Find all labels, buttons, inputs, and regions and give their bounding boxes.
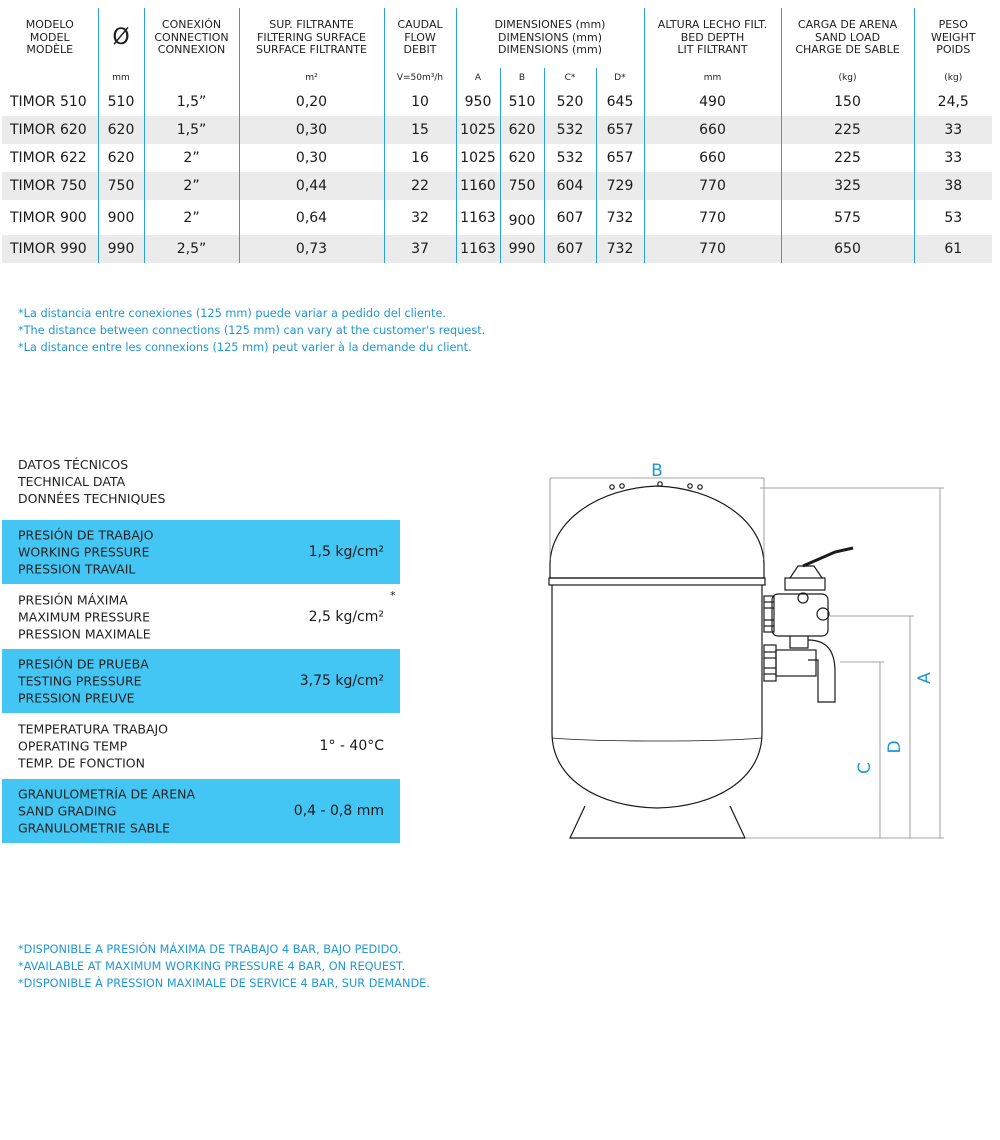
- cell-diameter: 750: [98, 172, 144, 200]
- dimension-label-c: C: [855, 762, 875, 774]
- cell-surface: 0,73: [239, 235, 384, 263]
- cell-sand-load: 225: [781, 144, 914, 172]
- cell-sand-load: 650: [781, 235, 914, 263]
- unit-cell: (kg): [914, 68, 992, 88]
- cell-dim-c: 607: [544, 200, 596, 235]
- cell-surface: 0,30: [239, 144, 384, 172]
- dimension-label-b: B: [651, 461, 663, 481]
- header-dimensions: DIMENSIONES (mm) DIMENSIONS (mm) DIMENSIONS (mm): [456, 8, 644, 68]
- unit-cell: C*: [544, 68, 596, 88]
- dimension-label-d: D: [885, 740, 905, 754]
- cell-dim-a: 950: [456, 88, 500, 116]
- table-header-row: [2, 8, 992, 68]
- cell-connection: 1,5”: [144, 88, 239, 116]
- cell-weight: 33: [914, 144, 992, 172]
- cell-bed-depth: 770: [644, 200, 781, 235]
- note-connection-distance-fr: *La distance entre les connexions (125 mm) peut varier à la demande du client.: [18, 341, 472, 354]
- cell-dim-a: 1163: [456, 235, 500, 263]
- cell-sand-load: 575: [781, 200, 914, 235]
- header-weight: PESO WEIGHT POIDS: [914, 8, 992, 68]
- cell-diameter: 620: [98, 116, 144, 144]
- cell-dim-a: 1160: [456, 172, 500, 200]
- dimension-lines: [550, 478, 944, 838]
- table-row: [2, 88, 992, 116]
- cell-bed-depth: 660: [644, 144, 781, 172]
- cell-flow: 15: [384, 116, 456, 144]
- tank-seam: [552, 738, 762, 741]
- unit-cell: [144, 68, 239, 88]
- cell-dim-a: 1025: [456, 144, 500, 172]
- note-pressure-option-es: *DISPONIBLE A PRESIÓN MÁXIMA DE TRABAJO 4 BAR, BAJO PEDIDO.: [18, 943, 402, 956]
- cell-sand-load: 225: [781, 116, 914, 144]
- cell-dim-d: 657: [596, 144, 644, 172]
- cell-dim-c: 520: [544, 88, 596, 116]
- cell-dim-d: 657: [596, 116, 644, 144]
- tank-base: [570, 806, 745, 838]
- cell-weight: 33: [914, 116, 992, 144]
- table-row: [2, 200, 992, 235]
- unit-cell: mm: [644, 68, 781, 88]
- cell-flow: 10: [384, 88, 456, 116]
- cell-weight: 24,5: [914, 88, 992, 116]
- cell-diameter: 510: [98, 88, 144, 116]
- cell-surface: 0,44: [239, 172, 384, 200]
- unit-cell: B: [500, 68, 544, 88]
- tech-value: 1° - 40°C: [319, 738, 384, 754]
- cell-dim-a: 1025: [456, 116, 500, 144]
- cell-sand-load: 325: [781, 172, 914, 200]
- cell-dim-b: 510: [500, 88, 544, 116]
- tech-label: PRESIÓN DE TRABAJO WORKING PRESSURE PRESSION TRAVAIL: [18, 527, 154, 577]
- cell-weight: 53: [914, 200, 992, 235]
- tech-row-working-pressure: [2, 520, 400, 584]
- note-pressure-option-en: *AVAILABLE AT MAXIMUM WORKING PRESSURE 4 BAR, ON REQUEST.: [18, 960, 406, 973]
- cell-diameter: 990: [98, 235, 144, 263]
- tech-label: PRESIÓN DE PRUEBA TESTING PRESSURE PRESSION PREUVE: [18, 656, 149, 706]
- cell-flow: 32: [384, 200, 456, 235]
- cell-dim-b: 620: [500, 144, 544, 172]
- cell-model: TIMOR 510: [10, 94, 87, 110]
- cell-dim-c: 532: [544, 116, 596, 144]
- cell-bed-depth: 770: [644, 172, 781, 200]
- tech-value: 1,5 kg/cm²: [308, 544, 384, 560]
- cell-bed-depth: 770: [644, 235, 781, 263]
- tank-top-dome: [550, 486, 764, 578]
- cell-diameter: 620: [98, 144, 144, 172]
- cell-surface: 0,30: [239, 116, 384, 144]
- cell-flow: 22: [384, 172, 456, 200]
- tech-row-maximum-pressure: [2, 585, 400, 649]
- cell-model: TIMOR 622: [10, 150, 87, 166]
- cell-dim-c: 604: [544, 172, 596, 200]
- cell-dim-c: 532: [544, 144, 596, 172]
- unit-cell: (kg): [781, 68, 914, 88]
- tech-label: TEMPERATURA TRABAJO OPERATING TEMP TEMP. DE FONCTION: [18, 721, 169, 771]
- unit-cell: V=50m³/h: [384, 68, 456, 88]
- tech-label: GRANULOMETRÍA DE ARENA SAND GRADING GRANULOMETRIE SABLE: [18, 786, 196, 836]
- multiport-valve: [764, 548, 853, 702]
- tech-value: 3,75 kg/cm²: [299, 673, 384, 689]
- filter-technical-drawing: [530, 455, 960, 850]
- header-surface: SUP. FILTRANTE FILTERING SURFACE SURFACE FILTRANTE: [239, 8, 384, 68]
- cell-connection: 1,5”: [144, 116, 239, 144]
- dimension-label-a: A: [915, 672, 935, 684]
- unit-cell: D*: [596, 68, 644, 88]
- unit-cell: A: [456, 68, 500, 88]
- tech-row-operating-temp: [2, 714, 400, 778]
- cell-dim-c: 607: [544, 235, 596, 263]
- cell-model: TIMOR 900: [10, 209, 87, 226]
- table-row: [2, 235, 992, 263]
- tech-value: 2,5 kg/cm²: [308, 609, 384, 625]
- cell-dim-d: 729: [596, 172, 644, 200]
- header-diameter: Ø: [98, 8, 144, 68]
- cell-dim-b: 620: [500, 116, 544, 144]
- cell-connection: 2”: [144, 172, 239, 200]
- unit-cell: mm: [98, 68, 144, 88]
- unit-cell: [2, 68, 98, 88]
- cell-dim-b: 900: [500, 200, 544, 235]
- table-row: [2, 144, 992, 172]
- header-sand-load: CARGA DE ARENA SAND LOAD CHARGE DE SABLE: [781, 8, 914, 68]
- tech-row-sand-grading: [2, 779, 400, 843]
- tank-body: [552, 585, 762, 808]
- header-flow: CAUDAL FLOW DEBIT: [384, 8, 456, 68]
- cell-diameter: 900: [98, 200, 144, 235]
- cell-dim-a: 1163: [456, 200, 500, 235]
- cell-model: TIMOR 750: [2, 172, 98, 200]
- cell-sand-load: 150: [781, 88, 914, 116]
- cell-dim-b: 990: [500, 235, 544, 263]
- cell-flow: 16: [384, 144, 456, 172]
- cell-flow: 37: [384, 235, 456, 263]
- cell-bed-depth: 490: [644, 88, 781, 116]
- note-connection-distance-es: *La distancia entre conexiones (125 mm) puede variar a pedido del cliente.: [18, 307, 447, 320]
- header-bed-depth: ALTURA LECHO FILT. BED DEPTH LIT FILTRANT: [644, 8, 781, 68]
- technical-data-heading: DATOS TÉCNICOS TECHNICAL DATA DONNÉES TECHNIQUES: [18, 457, 166, 506]
- cell-dim-d: 645: [596, 88, 644, 116]
- note-pressure-option-fr: *DISPONIBLE À PRESSION MAXIMALE DE SERVICE 4 BAR, SUR DEMANDE.: [18, 977, 430, 990]
- cell-connection: 2”: [144, 144, 239, 172]
- cell-connection: 2,5”: [144, 235, 239, 263]
- cell-model: TIMOR 620: [2, 116, 98, 144]
- tank-flange: [549, 578, 765, 585]
- header-model: MODELO MODEL MODÈLE: [25, 18, 74, 57]
- cell-model: TIMOR 990: [2, 235, 98, 263]
- cell-weight: 61: [914, 235, 992, 263]
- note-connection-distance-en: *The distance between connections (125 mm) can vary at the customer's request.: [18, 324, 486, 337]
- tech-value: 0,4 - 0,8 mm: [293, 803, 384, 819]
- unit-cell: m²: [239, 68, 384, 88]
- header-connection: CONEXIÓN CONNECTION CONNEXION: [144, 8, 239, 68]
- table-row: [2, 116, 992, 144]
- cell-dim-b: 750: [500, 172, 544, 200]
- cell-dim-d: 732: [596, 235, 644, 263]
- cell-surface: 0,64: [239, 200, 384, 235]
- cell-surface: 0,20: [239, 88, 384, 116]
- table-row: [2, 172, 992, 200]
- spec-table: [2, 8, 992, 263]
- units-row: [2, 68, 992, 88]
- tech-label: PRESIÓN MÁXIMA MAXIMUM PRESSURE PRESSION MAXIMALE: [18, 592, 151, 642]
- cell-dim-d: 732: [596, 200, 644, 235]
- cell-connection: 2”: [144, 200, 239, 235]
- cell-bed-depth: 660: [644, 116, 781, 144]
- cell-weight: 38: [914, 172, 992, 200]
- tech-row-testing-pressure: [2, 649, 400, 713]
- asterisk-mark: *: [390, 589, 396, 602]
